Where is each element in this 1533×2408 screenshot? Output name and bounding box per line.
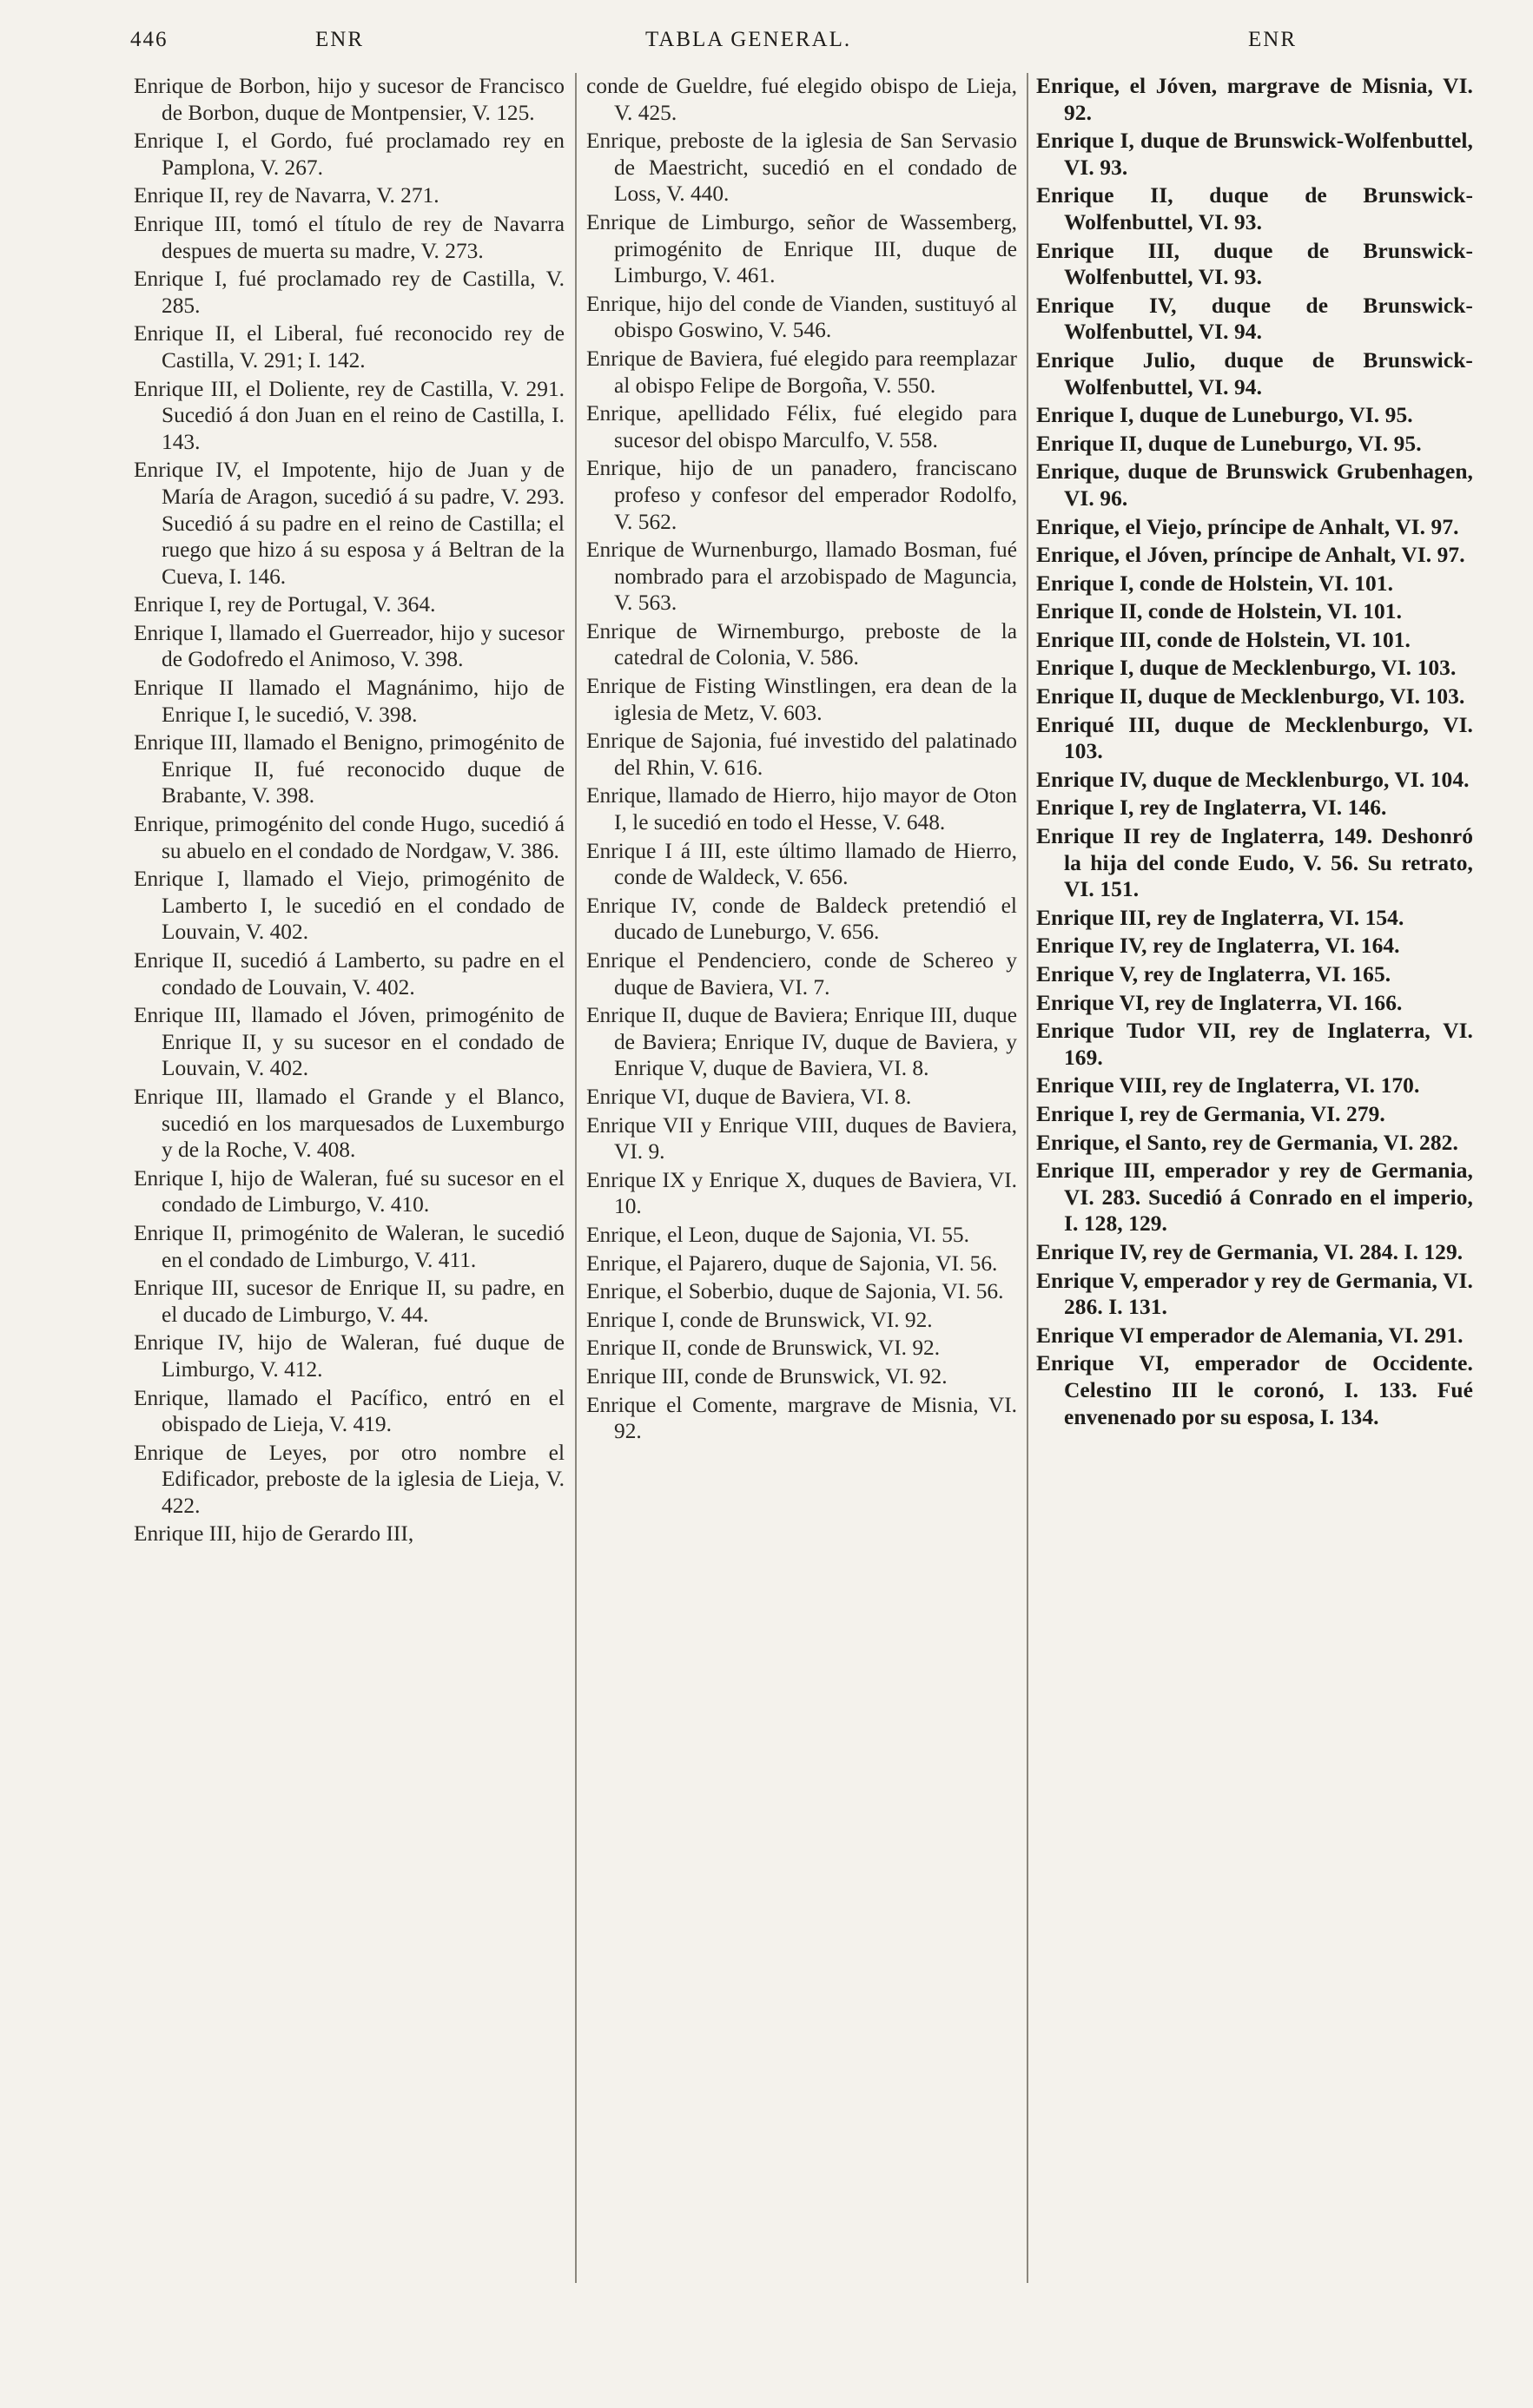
index-entry: Enrique, el Jóven, margrave de Misnia, VI. 92. — [1036, 74, 1473, 125]
index-entry: Enrique I, rey de Inglaterra, VI. 146. — [1036, 795, 1387, 821]
index-entry: Enrique el Pendenciero, conde de Schereo y duque de Baviera, VI. 7. — [586, 948, 1017, 999]
index-entry: Enrique VI, emperador de Occidente. Celestino III le coronó, I. 133. Fué envenenado por su esposa, I. 134. — [1036, 1351, 1473, 1429]
index-entry: Enrique VI emperador de Alemania, VI. 291. — [1036, 1323, 1464, 1348]
index-entry: Enrique, duque de Brunswick Grubenhagen, VI. 96. — [1036, 459, 1473, 511]
index-entry: Enrique I, llamado el Guerreador, hijo y sucesor de Godofredo el Animoso, V. 398. — [134, 620, 565, 672]
index-entry: Enrique I, conde de Brunswick, VI. 92. — [586, 1307, 933, 1332]
page-header — [130, 28, 1468, 63]
index-entry: Enrique, primogénito del conde Hugo, sucedió á su abuelo en el condado de Nordgaw, V. 386. — [134, 812, 565, 863]
index-entry: Enrique I, el Gordo, fué proclamado rey en Pamplona, V. 267. — [134, 129, 565, 180]
index-entry: Enrique Tudor VII, rey de Inglaterra, VI. 169. — [1036, 1019, 1473, 1070]
index-entry: Enrique I á III, este último llamado de Hierro, conde de Waldeck, V. 656. — [586, 838, 1017, 890]
index-entry: Enrique II, duque de Luneburgo, VI. 95. — [1036, 431, 1422, 456]
page-title: TABLA GENERAL. — [645, 28, 852, 51]
index-entry: Enrique IV, rey de Germania, VI. 284. I. 129. — [1036, 1239, 1464, 1264]
index-entry: Enrique I, llamado el Viejo, primogénito de Lamberto I, le sucedió en el condado de Louvain, V. 402. — [134, 867, 565, 945]
index-entry: Enrique IV, duque de Brunswick-Wolfenbuttel, VI. 94. — [1036, 293, 1473, 345]
index-entry: Enrique VI, duque de Baviera, VI. 8. — [586, 1084, 912, 1109]
index-entry: Enrique II, duque de Baviera; Enrique III, duque de Baviera; Enrique IV, duque de Baviera, y Enrique V, duque de Baviera, VI. 8. — [586, 1003, 1017, 1081]
index-entry: Enrique VII y Enrique VIII, duques de Baviera, VI. 9. — [586, 1112, 1017, 1164]
index-entry: Enrique II, conde de Brunswick, VI. 92. — [586, 1336, 941, 1361]
index-entry: Enrique el Comente, margrave de Misnia, VI. 92. — [586, 1392, 1017, 1444]
index-entry: Enrique de Wurnenburgo, llamado Bosman, fué nombrado para el arzobispado de Maguncia, V. 563. — [586, 538, 1017, 616]
index-entry: Enrique de Sajonia, fué investido del palatinado del Rhin, V. 616. — [586, 729, 1017, 780]
index-entry: Enrique, el Jóven, príncipe de Anhalt, VI. 97. — [1036, 543, 1465, 568]
column-divider — [575, 73, 577, 2283]
index-entry: Enrique, el Santo, rey de Germania, VI. 282. — [1036, 1130, 1458, 1155]
index-entry: Enrique III, sucesor de Enrique II, su padre, en el ducado de Limburgo, V. 44. — [134, 1276, 565, 1327]
index-entry: Enrique III, conde de Holstein, VI. 101. — [1036, 627, 1411, 652]
index-entry: Enrique, el Soberbio, duque de Sajonia, VI. 56. — [586, 1279, 1004, 1304]
index-entry: Enrique, llamado de Hierro, hijo mayor de Oton I, le sucedió en todo el Hesse, V. 648. — [586, 783, 1017, 835]
index-entry: Enrique, el Viejo, príncipe de Anhalt, VI. 97. — [1036, 514, 1459, 539]
index-entry: Enrique de Limburgo, señor de Wassemberg, primogénito de Enrique III, duque de Limburgo, V. 461. — [586, 209, 1017, 288]
page-number: 446 — [130, 28, 168, 51]
index-entry: Enrique IV, duque de Mecklenburgo, VI. 104. — [1036, 767, 1470, 792]
index-entry: Enrique II, sucedió á Lamberto, su padre en el condado de Louvain, V. 402. — [134, 948, 565, 999]
index-entry: Enrique V, emperador y rey de Germania, VI. 286. I. 131. — [1036, 1268, 1473, 1320]
index-entry: Enrique I, conde de Holstein, VI. 101. — [1036, 571, 1394, 596]
index-entry: Enrique III, el Doliente, rey de Castilla, V. 291. Sucedió á don Juan en el reino de Castilla, I. 143. — [134, 376, 565, 454]
index-entry: Enrique, apellidado Félix, fué elegido para sucesor del obispo Marculfo, V. 558. — [586, 401, 1017, 452]
header-left-key: ENR — [315, 28, 364, 51]
index-entry: Enrique III, llamado el Benigno, primogénito de Enrique II, fué reconocido duque de Brabante, V. 398. — [134, 730, 565, 808]
index-entry: Enrique I, duque de Luneburgo, VI. 95. — [1036, 403, 1413, 428]
index-entry: Enrique, preboste de la iglesia de San Servasio de Maestricht, sucedió en el condado de Loss, V. 440. — [586, 129, 1017, 207]
index-entry: Enrique III, llamado el Jóven, primogénito de Enrique II, y su sucesor en el condado de Louvain, V. 402. — [134, 1003, 565, 1081]
index-entry: Enrique II, primogénito de Waleran, le sucedió en el condado de Limburgo, V. 411. — [134, 1220, 565, 1272]
index-entry: Enrique VI, rey de Inglaterra, VI. 166. — [1036, 990, 1403, 1015]
index-entry: Enriqué III, duque de Mecklenburgo, VI. 103. — [1036, 712, 1473, 764]
index-entry: Enrique IV, hijo de Waleran, fué duque de Limburgo, V. 412. — [134, 1330, 565, 1382]
index-entry: Enrique de Borbon, hijo y sucesor de Francisco de Borbon, duque de Montpensier, V. 125. — [134, 74, 565, 125]
index-entry: Enrique IV, rey de Inglaterra, VI. 164. — [1036, 934, 1400, 959]
index-entry: Enrique II llamado el Magnánimo, hijo de Enrique I, le sucedió, V. 398. — [134, 676, 565, 727]
index-entry: conde de Gueldre, fué elegido obispo de Lieja, V. 425. — [586, 74, 1017, 125]
index-entry: Enrique I, rey de Germania, VI. 279. — [1036, 1101, 1385, 1126]
index-entry: Enrique, llamado el Pacífico, entró en el obispado de Lieja, V. 419. — [134, 1385, 565, 1437]
index-entry: Enrique IV, el Impotente, hijo de Juan y de María de Aragon, sucedió á su padre, V. 293. Sucedió á su padre en el reino de Castilla; el ruego que hizo á su esposa y á Beltran de la Cueva, I. 146. — [134, 458, 565, 589]
index-entry: Enrique, hijo del conde de Vianden, sustituyó al obispo Goswino, V. 546. — [586, 291, 1017, 343]
index-entry: Enrique II, duque de Brunswick-Wolfenbuttel, VI. 93. — [1036, 183, 1473, 234]
header-right-key: ENR — [1248, 28, 1297, 51]
index-entry: Enrique II, el Liberal, fué reconocido rey de Castilla, V. 291; I. 142. — [134, 321, 565, 373]
index-entry: Enrique, hijo de un panadero, franciscano profeso y confesor del emperador Rodolfo, V. 562. — [586, 456, 1017, 534]
index-entry: Enrique de Leyes, por otro nombre el Edificador, preboste de la iglesia de Lieja, V. 422. — [134, 1440, 565, 1518]
index-entry: Enrique III, tomó el título de rey de Navarra despues de muerta su madre, V. 273. — [134, 211, 565, 263]
index-column-1 — [134, 73, 565, 1549]
index-column-2 — [586, 73, 1017, 1447]
index-entry: Enrique IX y Enrique X, duques de Baviera, VI. 10. — [586, 1167, 1017, 1219]
index-entry: Enrique I, duque de Brunswick-Wolfenbuttel, VI. 93. — [1036, 129, 1473, 180]
index-entry: Enrique Julio, duque de Brunswick-Wolfenbuttel, VI. 94. — [1036, 347, 1473, 399]
index-entry: Enrique III, emperador y rey de Germania, VI. 283. Sucedió á Conrado en el imperio, I. 128, 129. — [1036, 1158, 1473, 1237]
index-entry: Enrique III, conde de Brunswick, VI. 92. — [586, 1363, 948, 1389]
index-entry: Enrique IV, conde de Baldeck pretendió el ducado de Luneburgo, V. 656. — [586, 893, 1017, 945]
index-entry: Enrique de Wirnemburgo, preboste de la catedral de Colonia, V. 586. — [586, 618, 1017, 670]
index-column-3 — [1036, 73, 1473, 1432]
index-entry: Enrique III, hijo de Gerardo III, — [134, 1521, 414, 1547]
index-entry: Enrique II rey de Inglaterra, 149. Deshonró la hija del conde Eudo, V. 56. Su retrato, VI. 151. — [1036, 824, 1473, 902]
index-entry: Enrique V, rey de Inglaterra, VI. 165. — [1036, 962, 1391, 986]
index-entry: Enrique III, rey de Inglaterra, VI. 154. — [1036, 905, 1404, 930]
column-divider — [1027, 73, 1028, 2283]
index-entry: Enrique II, duque de Mecklenburgo, VI. 103. — [1036, 684, 1465, 709]
index-entry: Enrique I, fué proclamado rey de Castilla, V. 285. — [134, 267, 565, 318]
index-entry: Enrique III, duque de Brunswick-Wolfenbuttel, VI. 93. — [1036, 238, 1473, 290]
index-entry: Enrique de Baviera, fué elegido para reemplazar al obispo Felipe de Borgoña, V. 550. — [586, 346, 1017, 398]
index-entry: Enrique, el Leon, duque de Sajonia, VI. 55. — [586, 1222, 969, 1247]
index-entry: Enrique II, rey de Navarra, V. 271. — [134, 183, 439, 208]
index-entry: Enrique, el Pajarero, duque de Sajonia, VI. 56. — [586, 1250, 998, 1276]
index-entry: Enrique I, hijo de Waleran, fué su sucesor en el condado de Limburgo, V. 410. — [134, 1165, 565, 1217]
index-entry: Enrique III, llamado el Grande y el Blanco, sucedió en los marquesados de Luxemburgo y de la Roche, V. 408. — [134, 1084, 565, 1163]
index-entry: Enrique II, conde de Holstein, VI. 101. — [1036, 599, 1403, 624]
index-entry: Enrique I, duque de Mecklenburgo, VI. 103. — [1036, 656, 1457, 681]
index-entry: Enrique I, rey de Portugal, V. 364. — [134, 592, 436, 617]
index-entry: Enrique de Fisting Winstlingen, era dean de la iglesia de Metz, V. 603. — [586, 674, 1017, 725]
index-entry: Enrique VIII, rey de Inglaterra, VI. 170. — [1036, 1073, 1420, 1098]
